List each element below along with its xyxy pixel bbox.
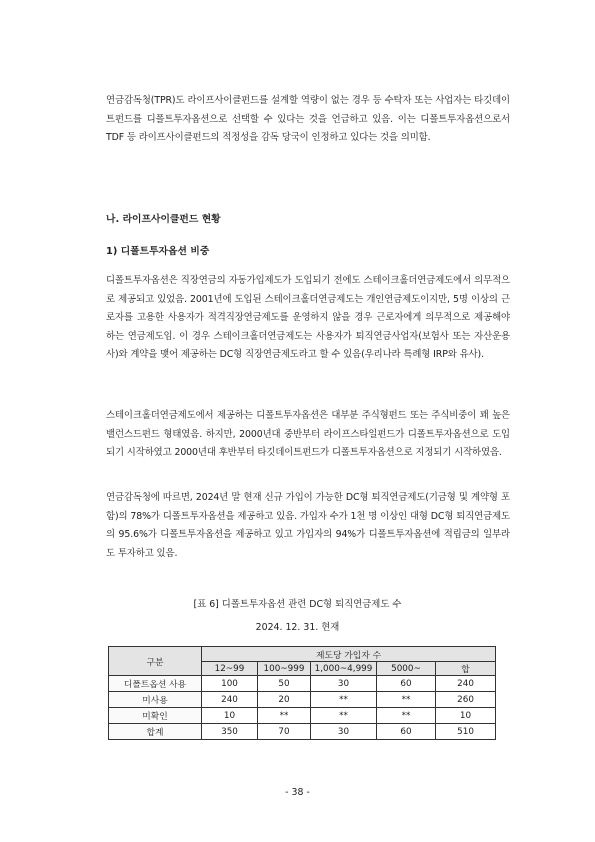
page-number: - 38 - <box>285 787 310 798</box>
subsection-heading: 1) 디폴트투자옵션 비중 <box>106 246 210 257</box>
table-cell: 350 <box>202 724 258 740</box>
table-cell: 60 <box>377 724 436 740</box>
table-cell: ** <box>377 692 436 708</box>
table-cell: 10 <box>436 708 496 724</box>
paragraph-stakeholder-pension: 디폴트투자옵션은 직장연금의 자동가입제도가 도입되기 전에도 스테이크홀더연금제도에서 의무적으로 제공되고 있었음. 2001년에 도입된 스테이크홀더연금제도는 개인연금제도이지만, 5명 이상의 근로자를 고용한 사용자가 적격직장연금제도를 운영하지 않을 경우 근로자에게 의무적으로 제공해야 하는 연금제도임. 이 경우 스테이크홀더연금제도는 사용자가 퇴직연금사업자(보험사 또는 자산운용사)와 계약을 맺어 제공하는 DC형 직장연금제도라고 할 수 있음(우리나라 특례형 IRP와 유사). <box>106 275 510 360</box>
paragraph-tpr-lifecycle: 연금감독청(TPR)도 라이프사이클펀드를 설계할 역량이 없는 경우 등 수탁자 또는 사업자는 타깃데이트펀드를 디폴트투자옵션으로 선택할 수 있다는 것을 언급하고 있음. 이는 디폴트투자옵션으로서 TDF 등 라이프사이클펀드의 적정성을 감독 당국이 인정하고 있다는 것을 의미함. <box>106 95 510 143</box>
header-col: 12~99 <box>202 662 258 676</box>
table-cell: 50 <box>258 676 311 692</box>
table-row <box>109 708 496 724</box>
header-col: 1,000~4,999 <box>311 662 377 676</box>
header-category: 구분 <box>109 647 202 676</box>
row-label: 미확인 <box>109 708 202 724</box>
table-cell: 260 <box>436 692 496 708</box>
paragraph-default-option-history: 스테이크홀더연금제도에서 제공하는 디폴트투자옵션은 대부분 주식형펀드 또는 주식비중이 꽤 높은 밸런스드펀드 형태였음. 하지만, 2000년대 중반부터 라이프스타일펀드가 디폴트투자옵션으로 도입되기 시작하였고 2000년대 후반부터 타깃데이트펀드가 디폴트투자옵션으로 지정되기 시작하였음. <box>106 410 510 458</box>
header-col: 5000~ <box>377 662 436 676</box>
table-cell: 510 <box>436 724 496 740</box>
header-col: 100~999 <box>258 662 311 676</box>
table-cell: 20 <box>258 692 311 708</box>
table-cell: 60 <box>377 676 436 692</box>
table-title: [표 6] 디폴트투자옵션 관련 DC형 퇴직연금제도 수 <box>193 599 402 610</box>
dc-plan-table <box>108 646 496 740</box>
header-col: 합 <box>436 662 496 676</box>
table-cell: 100 <box>202 676 258 692</box>
row-label: 미사용 <box>109 692 202 708</box>
table-cell: ** <box>377 708 436 724</box>
table-date: 2024. 12. 31. 현재 <box>255 622 340 633</box>
table-cell: 10 <box>202 708 258 724</box>
section-heading: 나. 라이프사이클펀드 현황 <box>106 214 221 225</box>
row-label: 합계 <box>109 724 202 740</box>
table-cell: ** <box>258 708 311 724</box>
table-cell: ** <box>311 692 377 708</box>
row-label: 디폴트옵션 사용 <box>109 676 202 692</box>
table-cell: 70 <box>258 724 311 740</box>
paragraph-tpr-statistics: 연금감독청에 따르면, 2024년 말 현재 신규 가입이 가능한 DC형 퇴직연금제도(기금형 및 계약형 포함)의 78%가 디폴트투자옵션을 제공하고 있음. 가입자 수가 1천 명 이상인 대형 DC형 퇴직연금제도의 95.6%가 디폴트투자옵션을 제공하고 있고 가입자의 94%가 디폴트투자옵션에 적립금의 일부라도 투자하고 있음. <box>106 492 510 559</box>
table-cell: 30 <box>311 724 377 740</box>
header-group: 제도당 가입자 수 <box>202 647 496 662</box>
table-row <box>109 676 496 692</box>
table-cell: 240 <box>436 676 496 692</box>
table-row <box>109 692 496 708</box>
table-row <box>109 724 496 740</box>
table-cell: 240 <box>202 692 258 708</box>
table-cell: ** <box>311 708 377 724</box>
table-cell: 30 <box>311 676 377 692</box>
table-header-row <box>109 647 496 662</box>
